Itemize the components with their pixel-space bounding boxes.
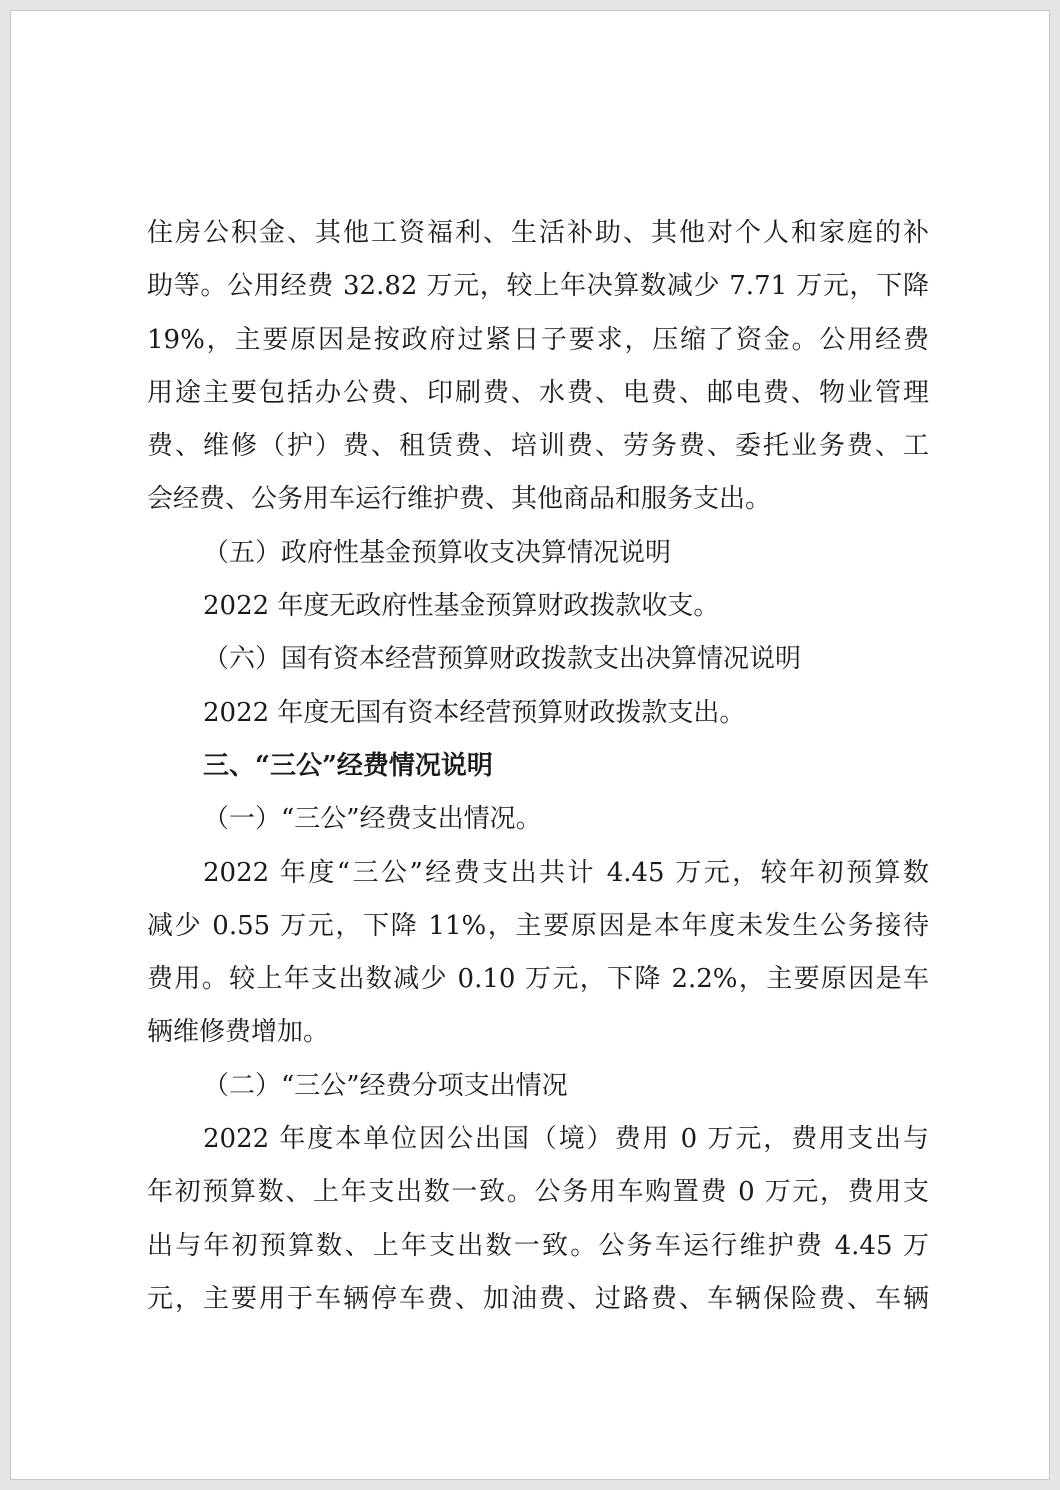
paragraph-line: 减少 0.55 万元，下降 11%，主要原因是本年度未发生公务接待 <box>147 910 929 941</box>
paragraph-line: 2022 年度无国有资本经营预算财政拨款支出。 <box>203 697 746 728</box>
paragraph-line: 出与年初预算数、上年支出数一致。公务车运行维护费 4.45 万 <box>147 1230 929 1261</box>
document-body <box>147 207 929 1326</box>
paragraph-line: 元，主要用于车辆停车费、加油费、过路费、车辆保险费、车辆 <box>147 1283 929 1314</box>
paragraph-line: 2022 年度“三公”经费支出共计 4.45 万元，较年初预算数 <box>203 857 929 888</box>
paragraph-line: 2022 年度本单位因公出国（境）费用 0 万元，费用支出与 <box>203 1124 929 1155</box>
section-heading: （六）国有资本经营预算财政拨款支出决算情况说明 <box>203 644 802 675</box>
section-heading: （一）“三公”经费支出情况。 <box>203 804 542 835</box>
paragraph-line: 辆维修费增加。 <box>147 1017 330 1048</box>
paragraph-line: 住房公积金、其他工资福利、生活补助、其他对个人和家庭的补 <box>147 218 929 248</box>
chapter-heading: 三、“三公”经费情况说明 <box>203 750 493 781</box>
document-page <box>10 10 1050 1480</box>
paragraph-line: 费、维修（护）费、租赁费、培训费、劳务费、委托业务费、工 <box>147 431 929 462</box>
paragraph-line: 费用。较上年支出数减少 0.10 万元，下降 2.2%，主要原因是车 <box>147 964 929 995</box>
paragraph-line: 2022 年度无政府性基金预算财政拨款收支。 <box>203 591 720 622</box>
paragraph-line: 19%，主要原因是按政府过紧日子要求，压缩了资金。公用经费 <box>147 324 929 355</box>
section-heading: （二）“三公”经费分项支出情况 <box>203 1070 568 1101</box>
paragraph-line: 助等。公用经费 32.82 万元，较上年决算数减少 7.71 万元，下降 <box>147 271 929 302</box>
section-heading: （五）政府性基金预算收支决算情况说明 <box>203 537 672 568</box>
paragraph-line: 年初预算数、上年支出数一致。公务用车购置费 0 万元，费用支 <box>147 1177 929 1208</box>
paragraph-line: 用途主要包括办公费、印刷费、水费、电费、邮电费、物业管理 <box>147 377 929 408</box>
paragraph-line: 会经费、公务用车运行维护费、其他商品和服务支出。 <box>147 484 772 515</box>
